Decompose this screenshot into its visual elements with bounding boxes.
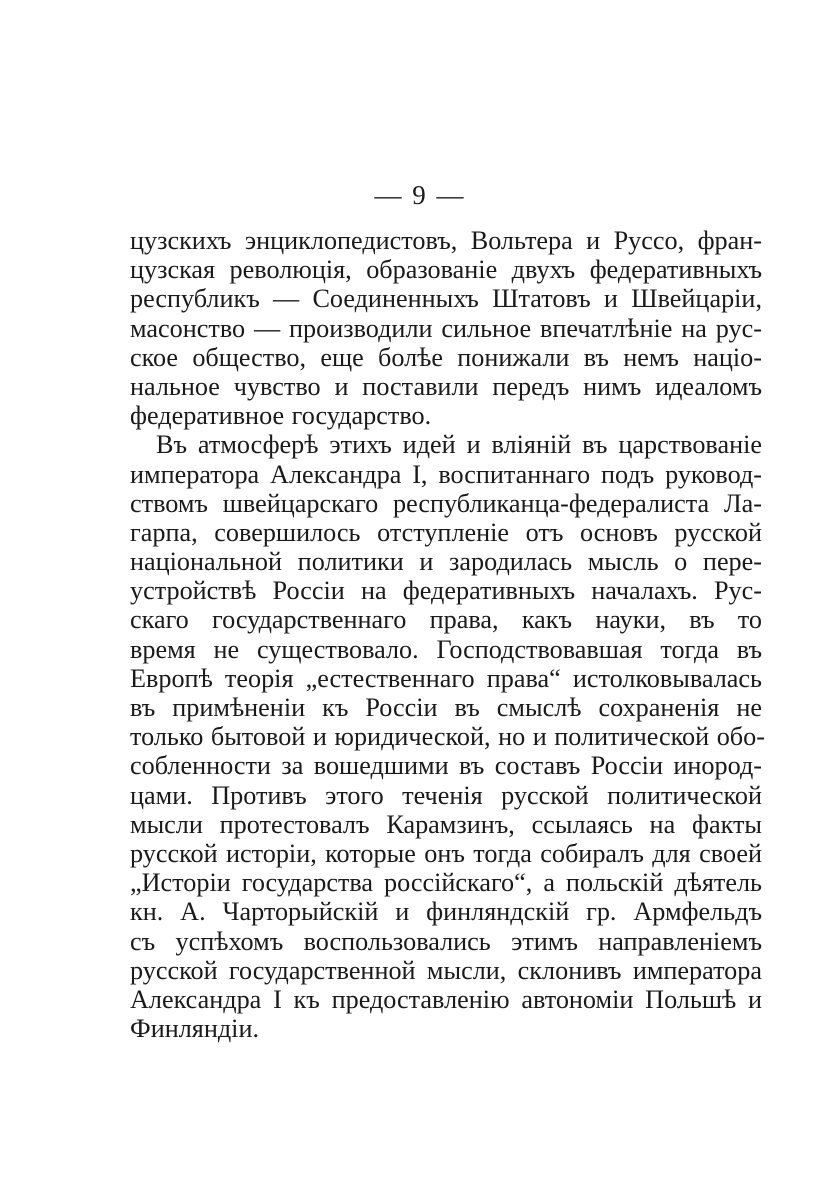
text-line: русской государственной мысли, склонивъ императора [130, 955, 762, 985]
text-line: ское общество, еще болѣе понижали въ немъ націо- [130, 342, 762, 372]
text-line: скаго государственнаго права, какъ науки, въ то [130, 605, 762, 635]
paragraph-1 [130, 226, 762, 430]
paragraph-2 [130, 430, 765, 1044]
text-line: собленности за вошедшими въ составъ Россіи инород- [130, 751, 762, 781]
text-line: нальное чувство и поставили передъ нимъ идеаломъ [130, 371, 762, 401]
text-line: только бытовой и юридической, но и политической обо- [130, 722, 765, 752]
text-line: цузская революція, образованіе двухъ федеративныхъ [130, 255, 762, 285]
text-line: русской исторіи, которые онъ тогда собиралъ для своей [130, 838, 762, 868]
text-line: мысли протестовалъ Карамзинъ, ссылаясь на факты [130, 809, 762, 839]
text-line: національной политики и зародилась мысль о пере- [130, 547, 762, 577]
text-line: съ успѣхомъ воспользовались этимъ направленіемъ [130, 926, 762, 956]
text-line: республикъ — Соединенныхъ Штатовъ и Швейцаріи, [130, 284, 762, 314]
page-number: — 9 — [374, 180, 466, 210]
text-line: кн. А. Чарторыйскій и финляндскій гр. Армфельдъ [130, 897, 762, 927]
text-line: федеративное государство. [130, 401, 432, 431]
text-line: масонство — производили сильное впечатлѣніе на рус- [130, 313, 762, 343]
text-line: устройствѣ Россіи на федеративныхъ началахъ. Рус- [130, 576, 762, 606]
text-line: Александра I къ предоставленію автономіи Польшѣ и [130, 984, 762, 1014]
text-line: Финляндіи. [130, 1014, 260, 1044]
text-line: гарпа, совершилось отступленіе отъ основъ русской [130, 517, 762, 547]
text-line: Европѣ теорія „естественнаго права“ истолковывалась [130, 663, 762, 693]
text-line: „Исторіи государства россійскаго“, а польскій дѣятель [130, 868, 762, 898]
text-line: время не существовало. Господствовавшая тогда въ [130, 634, 762, 664]
text-line: въ примѣненіи къ Россіи въ смыслѣ сохраненія не [130, 693, 762, 722]
text-line: Въ атмосферѣ этихъ идей и вліяній въ царствованіе [156, 430, 762, 460]
body-text [130, 226, 765, 1044]
text-line: императора Александра I, воспитаннаго подъ руковод- [130, 459, 762, 489]
text-line: ствомъ швейцарскаго республиканца-федералиста Ла- [130, 488, 762, 518]
text-line: цузскихъ энциклопедистовъ, Вольтера и Руссо, фран- [130, 226, 762, 255]
text-line: цами. Противъ этого теченія русской политической [130, 780, 762, 810]
